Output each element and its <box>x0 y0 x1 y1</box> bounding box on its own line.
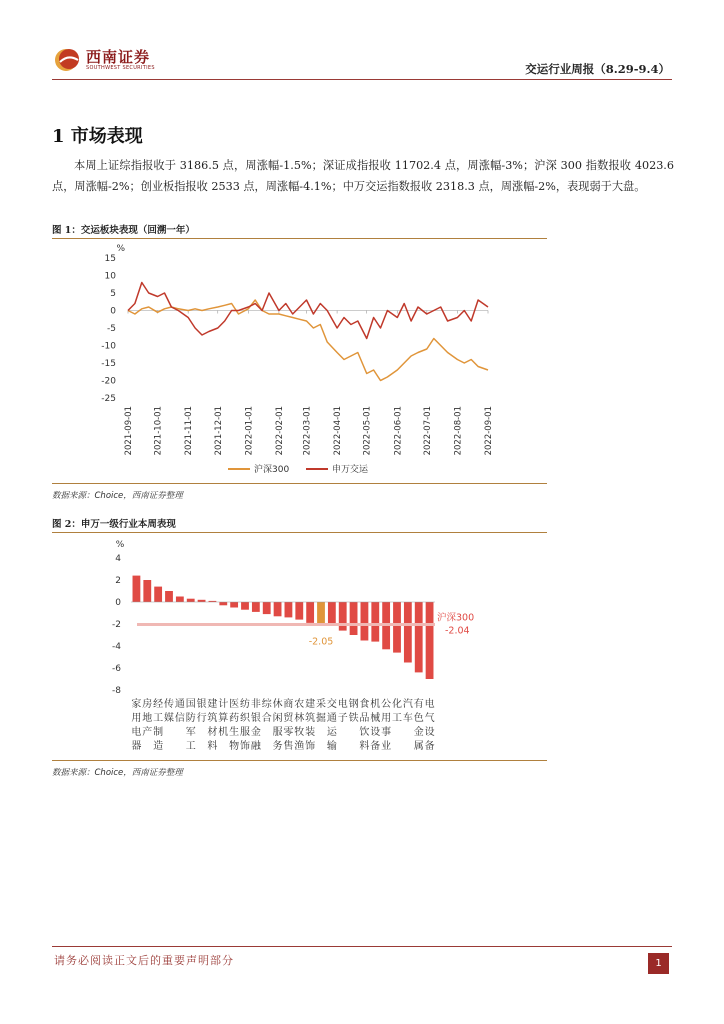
bar-家用电器 <box>133 576 141 602</box>
category-label-char: 饮 <box>359 727 370 738</box>
y-tick-label: 4 <box>115 554 121 564</box>
bar-通信 <box>176 597 184 603</box>
legend-label: 申万交运 <box>332 465 369 475</box>
category-label-char: 计 <box>218 699 229 710</box>
bar-计算机 <box>219 602 227 605</box>
category-label-char: 产 <box>142 727 153 738</box>
category-label-char: 通 <box>326 713 337 724</box>
bar-商贸零售 <box>285 602 293 617</box>
category-label-char: 工 <box>153 713 164 724</box>
category-label-char: 设 <box>424 727 435 738</box>
category-label-char: 信 <box>174 713 185 724</box>
category-label-char: 金 <box>413 727 424 738</box>
category-label-char: 机 <box>218 727 229 738</box>
category-label-char: 售 <box>283 741 294 752</box>
y-tick-label: -2 <box>112 620 121 630</box>
category-label-char: 用 <box>381 713 392 724</box>
category-label-char: 非 <box>250 699 261 710</box>
category-label-char: 休 <box>272 699 283 710</box>
bar-银行 <box>198 600 206 602</box>
category-label-char: 生 <box>229 727 240 738</box>
category-label-char: 经 <box>153 699 164 710</box>
category-label-char: 子 <box>337 713 348 724</box>
category-label-char: 银 <box>196 699 207 710</box>
y-tick-label: -25 <box>101 394 116 404</box>
category-label-char: 林 <box>294 713 305 724</box>
bar-电子 <box>339 602 347 631</box>
category-label-char: 零 <box>283 727 294 738</box>
category-label-char: 工 <box>392 713 402 724</box>
y-tick-label: 15 <box>104 254 116 264</box>
bar-国防军工 <box>187 599 195 602</box>
y-tick-label: 2 <box>115 576 121 586</box>
category-label-char: 纺 <box>240 699 250 710</box>
category-label-char: 地 <box>142 713 153 724</box>
bar-钢铁 <box>350 602 358 635</box>
bar-建筑装饰 <box>306 602 314 623</box>
category-label-char: 工 <box>185 741 196 752</box>
x-tick-label: 2022-09-01 <box>484 406 494 456</box>
category-label-char: 金 <box>250 727 261 738</box>
x-tick-label: 2022-05-01 <box>362 406 373 456</box>
category-label-char: 药 <box>229 713 240 724</box>
category-label-char: 铁 <box>348 713 359 724</box>
category-label-char: 食 <box>359 699 370 710</box>
y-axis-unit: % <box>115 540 125 550</box>
category-label-char: 商 <box>283 699 294 710</box>
line-chart <box>90 240 590 485</box>
y-tick-label: -4 <box>112 642 121 652</box>
y-tick-label: -20 <box>101 376 116 387</box>
category-label-char: 房 <box>142 699 153 710</box>
bar-休闲服务 <box>274 602 282 616</box>
bar-电气设备 <box>426 602 434 679</box>
category-label-char: 运 <box>326 727 337 738</box>
x-tick-label: 2022-08-01 <box>453 406 464 456</box>
bar-经济 <box>154 587 162 602</box>
report-title: 交运行业周报（8.29-9.4） <box>525 62 670 76</box>
category-label-char: 建 <box>305 699 316 710</box>
category-label-char: 综 <box>261 699 272 710</box>
category-label-char: 材 <box>207 727 218 738</box>
category-label-char: 电 <box>337 699 348 710</box>
y-tick-label: -6 <box>112 664 121 674</box>
category-label-char: 闲 <box>272 713 283 724</box>
category-label-char: 电 <box>424 699 435 710</box>
category-label-char: 服 <box>240 727 250 738</box>
category-label-char: 料 <box>359 741 370 752</box>
category-label-char: 有 <box>413 699 424 710</box>
brand-subtitle: SOUTHWEST SECURITIES <box>86 65 155 71</box>
x-tick-label: 2021-11-01 <box>184 406 195 456</box>
y-tick-label: 0 <box>110 306 116 317</box>
category-label-char: 色 <box>413 713 424 724</box>
bar-纺织服饰 <box>241 602 249 610</box>
category-label-char: 交 <box>326 699 337 710</box>
category-label-char: 通 <box>174 699 185 710</box>
category-label-char: 务 <box>272 741 283 752</box>
y-tick-label: -15 <box>101 359 116 369</box>
y-tick-label: -8 <box>112 686 121 696</box>
category-label-char: 国 <box>185 699 196 710</box>
category-label-char: 银 <box>250 713 261 724</box>
highlight-data-label: -2.05 <box>308 636 334 648</box>
category-label-char: 汽 <box>402 699 413 710</box>
legend-label: 沪深300 <box>254 465 290 475</box>
bar-农林牧渔 <box>295 602 303 620</box>
category-label-char: 公 <box>381 699 392 710</box>
figure2-source: 数据来源：Choice，西南证券整理 <box>52 768 183 778</box>
category-label-char: 输 <box>326 741 337 752</box>
y-tick-label: -5 <box>107 324 116 334</box>
bar-采掘 <box>317 602 325 625</box>
category-label-char: 属 <box>413 741 424 752</box>
x-tick-label: 2021-09-01 <box>124 406 134 456</box>
y-tick-label: 0 <box>115 598 121 608</box>
category-label-char: 钢 <box>348 699 359 710</box>
category-label-char: 掘 <box>316 713 326 724</box>
category-label-char: 造 <box>153 741 164 752</box>
category-label-char: 医 <box>229 699 240 710</box>
category-label-char: 筑 <box>207 713 218 724</box>
bar-房地产 <box>143 580 151 602</box>
bar-机械设备 <box>371 602 379 642</box>
category-label-char: 渔 <box>294 741 305 752</box>
figure2-bottom-rule <box>52 760 547 761</box>
y-tick-label: 5 <box>110 289 116 299</box>
reference-line-value: -2.04 <box>445 625 470 637</box>
category-label-char: 服 <box>272 727 283 738</box>
y-tick-label: -10 <box>101 341 116 352</box>
brand-emblem-icon <box>52 44 84 76</box>
bar-交通运输 <box>328 602 336 625</box>
category-label-char: 贸 <box>283 713 294 724</box>
figure1-source: 数据来源：Choice，西南证券整理 <box>52 491 183 501</box>
category-label-char: 算 <box>218 713 229 724</box>
category-label-char: 建 <box>207 699 218 710</box>
x-tick-label: 2022-01-01 <box>244 406 255 456</box>
footer-divider <box>52 946 672 947</box>
figure2-top-rule <box>52 532 547 533</box>
brand-name: 西南证券 <box>86 48 151 66</box>
category-label-char: 电 <box>131 727 142 738</box>
x-tick-label: 2022-07-01 <box>422 406 433 456</box>
category-label-char: 机 <box>370 699 381 710</box>
page-number: 1 <box>648 953 669 974</box>
y-tick-label: 10 <box>104 271 116 282</box>
category-label-char: 用 <box>131 713 142 724</box>
bar-chart <box>90 534 550 759</box>
category-label-char: 筑 <box>305 713 316 724</box>
category-label-char: 农 <box>294 699 305 710</box>
category-label-char: 料 <box>207 741 218 752</box>
reference-line-name: 沪深300 <box>437 612 475 624</box>
x-tick-label: 2022-02-01 <box>274 406 285 456</box>
category-label-char: 事 <box>381 727 392 738</box>
series-line-hs300 <box>128 300 488 381</box>
figure1-top-rule <box>52 238 547 239</box>
category-label-char: 物 <box>229 741 240 752</box>
figure2-title: 图 2：申万一级行业本周表现 <box>52 519 176 530</box>
category-label-char: 融 <box>250 741 261 752</box>
category-label-char: 采 <box>316 699 326 710</box>
bar-综合 <box>263 602 271 614</box>
category-label-char: 器 <box>131 741 142 752</box>
category-label-char: 气 <box>424 713 435 724</box>
category-label-char: 装 <box>305 727 316 738</box>
bar-非银金融 <box>252 602 260 612</box>
category-label-char: 车 <box>402 713 413 724</box>
category-label-char: 媒 <box>164 713 174 724</box>
category-label-char: 行 <box>196 713 207 724</box>
x-tick-label: 2022-03-01 <box>302 406 313 456</box>
x-tick-label: 2022-06-01 <box>393 406 404 456</box>
category-label-char: 备 <box>424 741 435 752</box>
footer-disclaimer: 请务必阅读正文后的重要声明部分 <box>54 954 234 967</box>
category-label-char: 械 <box>370 713 381 724</box>
x-tick-label: 2021-10-01 <box>153 406 164 456</box>
category-label-char: 化 <box>392 699 402 710</box>
brand-logo <box>52 44 202 76</box>
figure1-bottom-rule <box>52 483 547 484</box>
market-summary-paragraph: 本周上证综指报收于 3186.5 点，周涨幅-1.5%；深证成指报收 11702.4 点，周涨幅-3%；沪深 300 指数报收 4023.6 点，周涨幅-2%；创业板指报收 2533 点，周涨幅-4.1%；中万交运指数报收 2318.3 点，周涨幅-2%，表现弱于大盘。 <box>52 159 674 193</box>
category-label-char: 防 <box>185 713 196 724</box>
x-tick-label: 2022-04-01 <box>333 406 344 456</box>
header-divider <box>52 79 672 80</box>
category-label-char: 饰 <box>305 741 316 752</box>
y-axis-unit: % <box>116 244 125 254</box>
figure1-title: 图 1：交运板块表现（回溯一年） <box>52 225 195 236</box>
category-label-char: 家 <box>131 699 142 710</box>
category-label-char: 牧 <box>294 727 305 738</box>
category-label-char: 备 <box>370 741 381 752</box>
bar-食品饮料 <box>361 602 369 641</box>
bar-有色金属 <box>415 602 423 672</box>
category-label-char: 饰 <box>240 741 250 752</box>
bar-汽车 <box>404 602 412 663</box>
category-label-char: 传 <box>164 699 174 710</box>
category-label-char: 织 <box>240 713 250 724</box>
bar-化工 <box>393 602 401 653</box>
category-label-char: 业 <box>381 741 392 752</box>
section-heading: 1 市场表现 <box>52 126 143 147</box>
category-label-char: 设 <box>370 727 381 738</box>
bar-传媒 <box>165 591 173 602</box>
category-label-char: 制 <box>153 727 164 738</box>
category-label-char: 军 <box>185 727 196 738</box>
bar-医药生物 <box>230 602 238 608</box>
category-label-char: 品 <box>359 713 370 724</box>
x-tick-label: 2021-12-01 <box>213 406 224 456</box>
category-label-char: 合 <box>261 713 272 724</box>
